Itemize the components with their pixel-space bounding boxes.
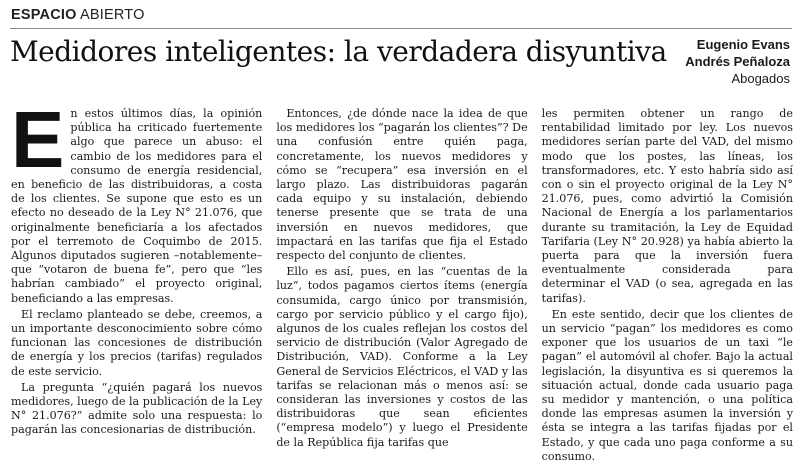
- paragraph: Entonces, ¿de dónde nace la idea de que los medidores los “pagarán los clientes”? De una confusión entre quién paga, concretamente, los nuevos medidores y cómo se “recupera” esa inversión en el largo plazo. Las distribuidoras pagarán cada equipo y su instalación, debiendo tenerse presente que se trata de una inversión en nuevos medidores, que impactará en las tarifas que fija el Estado respecto del conjunto de clientes.: [276, 107, 528, 263]
- drop-cap: E: [11, 95, 65, 184]
- section-label: [11, 7, 145, 23]
- section-label-bold: ESPACIO: [11, 7, 77, 23]
- author-role: Abogados: [731, 71, 790, 86]
- article-column-3: [541, 107, 793, 463]
- article-headline: Medidores inteligentes: la verdadera disyuntiva: [10, 35, 667, 68]
- author-name-2: Andrés Peñaloza: [685, 54, 790, 69]
- article-body: [11, 95, 793, 463]
- paragraph: Ello es así, pues, en las “cuentas de la luz”, todos pagamos ciertos ítems (energía consumida, cargo único por transmisión, cargo por servicio público y el cargo fijo), algunos de los cuales reflejan los costos del servicio de distribución (Valor Agregado de Distribución, VAD). Conforme a la Ley General de Servicios Eléctricos, el VAD y las tarifas se relacionan más o menos así: se consideran las inversiones y costos de las distribuidoras que sean eficientes (“empresa modelo”) y luego el Presidente de la República fija tarifas que: [276, 265, 528, 449]
- paragraph: les permiten obtener un rango de rentabilidad limitado por ley. Los nuevos medidores serían parte del VAD, del mismo modo que los postes, las líneas, los transformadores, etc. Y esto habría sido así con o sin el proyecto original de la Ley N° 21.076, pues, como advirtió la Comisión Nacional de Energía a los parlamentarios durante su tramitación, la Ley de Equidad Tarifaria (Ley N° 20.928) ya había abierto la puerta para que la inversión fuera eventualmente considerada para determinar el VAD (o sea, agregada en las tarifas).: [541, 107, 793, 305]
- paragraph-text: n estos últimos días, la opinión pública ha criticado fuertemente algo que parece un abuso: el cambio de los medidores para el consumo de energía residencial, en beneficio de las distribuidoras, a costa de los clientes. Se supone que esto es un efecto no deseado de la Ley N° 21.076, que originalmente beneficiaría a los afectados por el terremoto de Coquimbo de 2015. Algunos diputados sugieren –notablemente– que “votaron de buena fe”, pero que “les habrían cambiado” el proyecto original, beneficiando a las empresas.: [11, 107, 263, 305]
- article-column-1: [11, 95, 263, 437]
- section-label-rest: ABIERTO: [80, 7, 145, 23]
- paragraph: La pregunta “¿quién pagará los nuevos medidores, luego de la publicación de la Ley N° 21.076?” admite solo una respuesta: lo pagarán las concesionarias de distribución.: [11, 380, 263, 437]
- top-rule-divider: [10, 28, 792, 29]
- byline: [685, 36, 790, 87]
- author-name-1: Eugenio Evans: [696, 37, 790, 52]
- article-column-2: [276, 107, 528, 449]
- paragraph: En este sentido, decir que los clientes de un servicio “pagan” los medidores es como exponer que los usuarios de un taxi “le pagan” el automóvil al chofer. Bajo la actual legislación, la disyuntiva es si queremos la situación actual, donde cada usuario paga su medidor y mantención, o una política donde las empresas asumen la inversión y ésta se integra a las tarifas fijadas por el Estado, y que cada uno paga conforme a su consumo.: [541, 307, 793, 463]
- paragraph: El reclamo planteado se debe, creemos, a un importante desconocimiento sobre cómo funcionan las concesiones de distribución de energía y los precios (tarifas) regulados de este servicio.: [11, 307, 263, 378]
- paragraph: [11, 95, 263, 306]
